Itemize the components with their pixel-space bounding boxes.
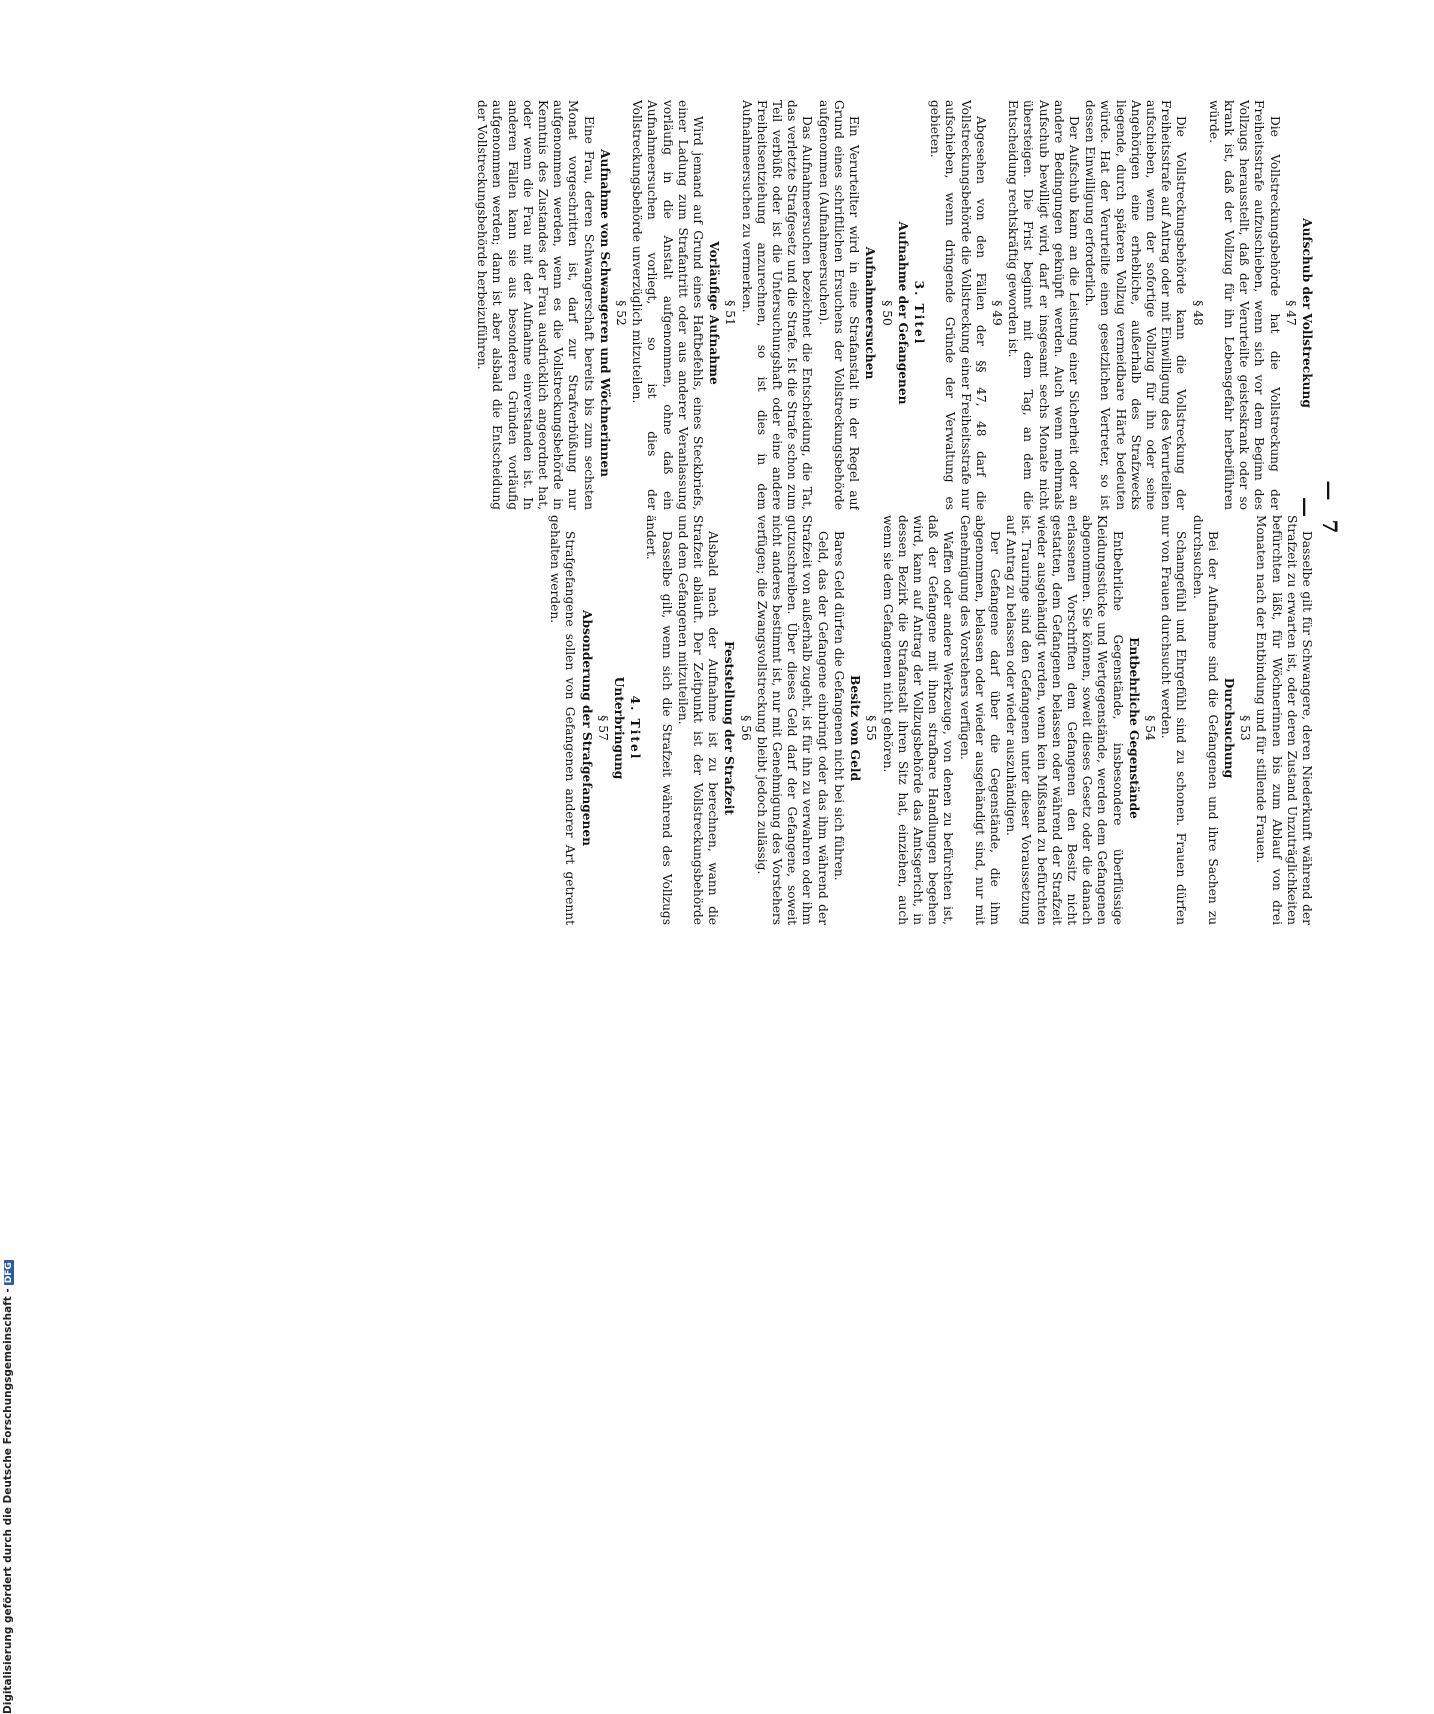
title-name: Aufnahme der Gefangenen xyxy=(895,221,910,405)
body-paragraph: Das Aufnahmeersuchen bezeichnet die Entscheidung, die Tat, das verletzte Strafgesetz und die Strafe. Ist die Strafe schon zum Teil verbüßt oder ist die Untersuchungshaft oder eine andere Freiheitsentziehung anzurechnen, so ist dies in dem Aufnahmeersuchen zu vermerken. xyxy=(739,100,815,510)
dfg-logo: DFG xyxy=(4,1262,14,1284)
body-paragraph: Waffen oder andere Werkzeuge, von denen zu befürchten ist, daß der Gefangene mit ihnen strafbare Handlungen begehen wird, kann auf Antrag der Vollzugsbehörde das Amtsgericht, in dessen Bezirk die Strafanstalt ihren Sitz hat, einziehen, auch wenn sie dem Gefangenen nicht gehören. xyxy=(880,515,956,925)
title-name: Unterbringung xyxy=(612,676,627,780)
paragraph-number: § 51 xyxy=(723,300,738,326)
left-text-column xyxy=(154,100,1314,510)
paragraph-number: § 54 xyxy=(1142,715,1157,741)
section-heading: Aufnahme von Schwangeren und Wöchnerinnen xyxy=(597,149,612,477)
credit-label: Digitalisierung gefördert durch die Deutsche Forschungsgemeinschaft - xyxy=(2,1288,14,1714)
body-paragraph: Entbehrliche Gegenstände, insbesondere überflüssige Kleidungsstücke und Wertgegenstände, werden dem Gefangenen abgenommen. Sie können, soweit dieses Gesetz oder die danach erlassenen Vorschriften dem Gefangenen den Besitz nicht gestatten, dem Gefangenen belassen oder während der Strafzeit wieder ausgehändigt werden, wenn kein Mißstand zu befürchten ist. Trauringe sind den Gefangenen unter dieser Voraussetzung auf Antrag zu belassen oder wieder auszuhändigen. xyxy=(1004,515,1125,925)
section-heading: Besitz von Geld xyxy=(848,675,863,781)
body-paragraph: Geld, das der Gefangene einbringt oder das ihm während der Strafzeit von außerhalb zugeht, ist für ihn zu verwahren oder ihm gutzuschreiben. Über dieses Geld darf der Gefangene, soweit nicht anderes bestimmt ist, nur mit Genehmigung des Vorstehers verfügen; die Zwangsvollstreckung bleibt jedoch zulässig. xyxy=(754,515,830,925)
section-heading: Absonderung der Strafgefangenen xyxy=(579,610,594,846)
body-paragraph: Die Vollstreckungsbehörde kann die Vollstreckung der Freiheitsstrafe auf Antrag oder mit Einwilligung des Verurteilten aufschieben, wenn der sofortige Vollzug für ihn oder seine Angehörigen eine erhebliche, außerhalb des Strafzwecks liegende, durch späteren Vollzug vermeidbare Härte bedeuten würde. Hat der Verurteilte einen gesetzlichen Vertreter, so ist dessen Einwilligung erforderlich. xyxy=(1083,100,1189,510)
body-paragraph: Ein Verurteilter wird in eine Strafanstalt in der Regel auf Grund eines schriftlichen Ersuchens der Vollstreckungsbehörde aufgenommen (Aufnahmeersuchen). xyxy=(816,100,862,510)
body-paragraph: Der Gefangene darf über die Gegenstände, die ihm abgenommen, belassen oder wieder ausgehändigt sind, nur mit Genehmigung des Vorstehers verfügen. xyxy=(957,515,1002,925)
body-paragraph: Der Aufschub kann an die Leistung einer Sicherheit oder an andere Bedingungen geknüpft werden. Auch wenn mehrmals Aufschub bewilligt wird, darf er insgesamt sechs Monate nicht übersteigen. Die Frist beginnt mit dem Tag, an dem die Entscheidung rechtskräftig geworden ist. xyxy=(1006,100,1081,510)
body-paragraph: Abgesehen von den Fällen der §§ 47, 48 darf die Vollstreckungsbehörde die Vollstreckung einer Freiheitsstrafe nur aufschieben, wenn dringende Gründe der Verwaltung es gebieten. xyxy=(928,100,988,510)
paragraph-number: § 52 xyxy=(614,300,629,326)
paragraph-number: § 57 xyxy=(595,715,610,741)
paragraph-number: § 56 xyxy=(738,715,753,741)
title-number: 3. Titel xyxy=(911,280,926,346)
body-paragraph: Dasselbe gilt, wenn sich die Strafzeit während des Vollzugs ändert. xyxy=(644,515,674,925)
title-number: 4. Titel xyxy=(628,695,643,761)
digitization-credit xyxy=(0,720,22,1714)
section-heading: Feststellung der Strafzeit xyxy=(722,640,737,816)
section-heading: Durchsuchung xyxy=(1221,677,1236,779)
page-number: — 7 — xyxy=(1294,480,1342,540)
paragraph-number: § 53 xyxy=(1238,715,1253,741)
paragraph-number: § 48 xyxy=(1190,300,1205,326)
body-paragraph: Bei der Aufnahme sind die Gefangenen und ihre Sachen zu durchsuchen. xyxy=(1190,515,1220,925)
body-paragraph: Die Vollstreckungsbehörde hat die Vollstreckung der Freiheitsstrafe aufzuschieben, wenn sich vor dem Beginn des Vollzugs herausstellt, daß der Verurteilte geisteskrank oder so krank ist, daß der Vollzug für ihn Lebensgefahr herbeiführen würde. xyxy=(1206,100,1282,510)
body-paragraph: Alsbald nach der Aufnahme ist zu berechnen, wann die Strafzeit abläuft. Der Zeitpunkt ist der Vollstreckungsbehörde und dem Gefangenen mitzuteilen. xyxy=(675,515,721,925)
paragraph-number: § 49 xyxy=(989,300,1004,326)
paragraph-number: § 50 xyxy=(879,300,894,326)
paragraph-number: § 47 xyxy=(1283,300,1298,326)
body-paragraph: Dasselbe gilt für Schwangere, deren Niederkunft während der Strafzeit zu erwarten ist, oder deren Zustand Unzuträglichkeiten befürchten läßt, für Wöchnerinnen bis zum Ablauf von drei Monaten nach der Entbindung und für stillende Frauen. xyxy=(1254,515,1314,925)
body-paragraph: Strafgefangene sollen von Gefangenen anderer Art getrennt gehalten werden. xyxy=(548,515,578,925)
body-paragraph: Eine Frau, deren Schwangerschaft bereits bis zum sechsten Monat vorgeschritten ist, darf zur Strafverbüßung nur aufgenommen werden, wenn es die Vollstreckungsbehörde in Kenntnis des Zustandes der Frau ausdrücklich angeordnet hat, oder wenn die Frau mit der Aufnahme einverstanden ist. In anderen Fällen kann sie aus besonderen Gründen vorläufig aufgenommen werden; dann ist aber alsbald die Entscheidung der Vollstreckungsbehörde herbeizuführen. xyxy=(475,100,596,510)
digitization-credit-text xyxy=(2,1260,14,1714)
body-paragraph: Bares Geld dürfen die Gefangenen nicht bei sich führen. xyxy=(831,531,846,881)
section-heading: Aufnahmeersuchen xyxy=(863,246,878,380)
body-paragraph: Wird jemand auf Grund eines Haftbefehls, eines Steckbriefs, einer Ladung zum Strafantritt oder aus anderer Veranlassung vorläufig in die Anstalt aufgenommen, ohne daß ein Aufnahmeersuchen vorliegt, so ist dies der Vollstreckungsbehörde unverzüglich mitzuteilen. xyxy=(630,100,706,510)
section-heading: Entbehrliche Gegenstände xyxy=(1126,637,1141,819)
section-heading: Aufschub der Vollstreckung xyxy=(1300,218,1314,408)
body-paragraph: Schamgefühl und Ehrgefühl sind zu schonen. Frauen dürfen nur von Frauen durchsucht werden. xyxy=(1159,515,1189,925)
section-heading: Vorläufige Aufnahme xyxy=(707,241,722,385)
right-text-column xyxy=(154,515,1314,925)
paragraph-number: § 55 xyxy=(864,715,879,741)
